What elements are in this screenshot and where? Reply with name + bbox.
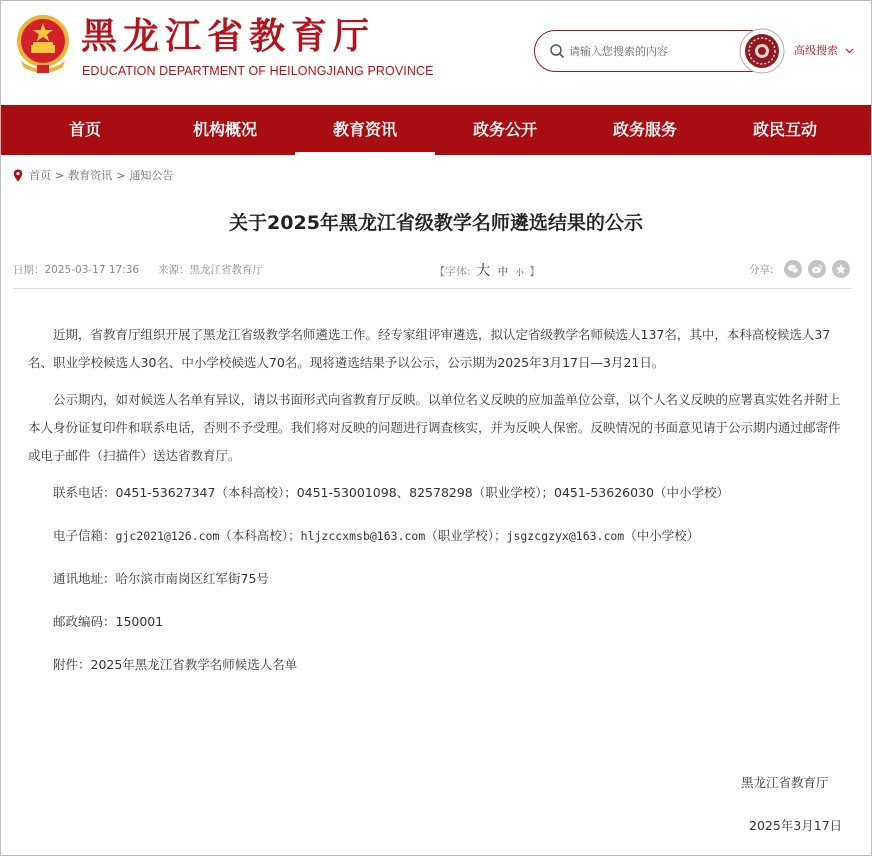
- article-body: [28, 321, 846, 694]
- site-title[interactable]: 黑龙江省教育厅: [81, 16, 376, 57]
- article-signature: 黑龙江省教育厅: [741, 775, 829, 790]
- breadcrumb-item-home[interactable]: 首页: [29, 169, 51, 182]
- breadcrumb-separator: >: [55, 168, 65, 182]
- nav-item-education-news[interactable]: 教育资讯: [295, 105, 435, 155]
- nav-item-government-services[interactable]: 政务服务: [612, 120, 677, 139]
- contact-phone: 联系电话：0451-53627347（本科高校）；0451-53001098、82578298（职业学校）；0451-53626030（中小学校）: [53, 485, 729, 500]
- attachment-link[interactable]: 附件：2025年黑龙江省教学名师候选人名单: [53, 657, 298, 672]
- contact-postcode: 邮政编码：150001: [53, 614, 164, 629]
- font-size-medium-button[interactable]: 中: [497, 266, 509, 278]
- font-size-control: [434, 260, 540, 280]
- font-size-label: 【字体:: [434, 265, 471, 278]
- advanced-search-link[interactable]: [794, 42, 854, 58]
- nav-item-home[interactable]: 首页: [68, 120, 101, 139]
- site-subtitle: EDUCATION DEPARTMENT OF HEILONGJIANG PROVINCE: [82, 64, 434, 78]
- email-link[interactable]: gjc2021@126.com: [115, 529, 220, 543]
- article-title: 关于2025年黑龙江省级教学名师遴选结果的公示: [229, 212, 643, 234]
- font-size-small-button[interactable]: 小: [515, 268, 524, 277]
- article-date: 日期：2025-03-17 17:36: [13, 264, 140, 276]
- chevron-down-icon: [845, 48, 854, 54]
- email-label: 电子信箱：: [53, 528, 116, 543]
- email-note: （中小学校）: [624, 528, 700, 543]
- meta-divider: [13, 288, 853, 289]
- email-link[interactable]: jsgzcgzyx@163.com: [506, 529, 625, 543]
- share-bar: [749, 260, 850, 278]
- share-weibo-icon[interactable]: [808, 260, 826, 278]
- breadcrumb: [13, 167, 173, 183]
- nav-item-public-interaction[interactable]: 政民互动: [752, 120, 817, 139]
- site-header: [1, 1, 871, 105]
- national-emblem-icon[interactable]: [13, 13, 73, 75]
- main-nav: [1, 105, 871, 155]
- email-note: （本科高校）；: [219, 528, 301, 543]
- share-wechat-icon[interactable]: [784, 260, 802, 278]
- breadcrumb-separator: >: [116, 168, 126, 182]
- search-input[interactable]: [569, 41, 729, 61]
- email-note: （职业学校）；: [425, 528, 507, 543]
- font-size-label-close: 】: [529, 265, 541, 278]
- advanced-search-label: 高级搜索: [794, 44, 838, 57]
- article-paragraph: 公示期内，如对候选人名单有异议，请以书面形式向省教育厅反映。以单位名义反映的应加盖单位公章，以个人名义反映的应署真实姓名并附上本人身份证复印件和联系电话，否则不予受理。我们将对反映的问题进行调查核实，并为反映人保密。反映情况的书面意见请于公示期内通过邮寄件或电子邮件（扫描件）送达省教育厅。: [28, 392, 841, 463]
- breadcrumb-item-notices[interactable]: 通知公告: [129, 169, 174, 182]
- article-paragraph: 近期，省教育厅组织开展了黑龙江省级教学名师遴选工作。经专家组评审遴选，拟认定省级教学名师候选人137名，其中，本科高校候选人37名、职业学校候选人30名、中小学校候选人70名。现将遴选结果予以公示，公示期为2025年3月17日—3月21日。: [28, 327, 831, 370]
- breadcrumb-item-news[interactable]: 教育资讯: [68, 169, 113, 182]
- nav-item-government-affairs[interactable]: 政务公开: [472, 120, 537, 139]
- article-source: 来源：黑龙江省教育厅: [158, 264, 263, 276]
- contact-email: [28, 522, 846, 550]
- contact-address: 通讯地址：哈尔滨市南岗区红军街75号: [53, 571, 269, 586]
- article-sign-date: 2025年3月17日: [749, 818, 843, 833]
- font-size-large-button[interactable]: 大: [476, 263, 491, 279]
- search-button-badge-icon[interactable]: [739, 28, 785, 74]
- nav-item-organization[interactable]: 机构概况: [192, 120, 257, 139]
- location-pin-icon: [13, 169, 23, 182]
- search-box: [534, 30, 772, 72]
- share-qzone-icon[interactable]: [832, 260, 850, 278]
- email-link[interactable]: hljzccxmsb@163.com: [300, 529, 426, 543]
- article-meta: [13, 260, 853, 280]
- search-icon[interactable]: [549, 43, 565, 59]
- share-label: 分享:: [749, 263, 774, 276]
